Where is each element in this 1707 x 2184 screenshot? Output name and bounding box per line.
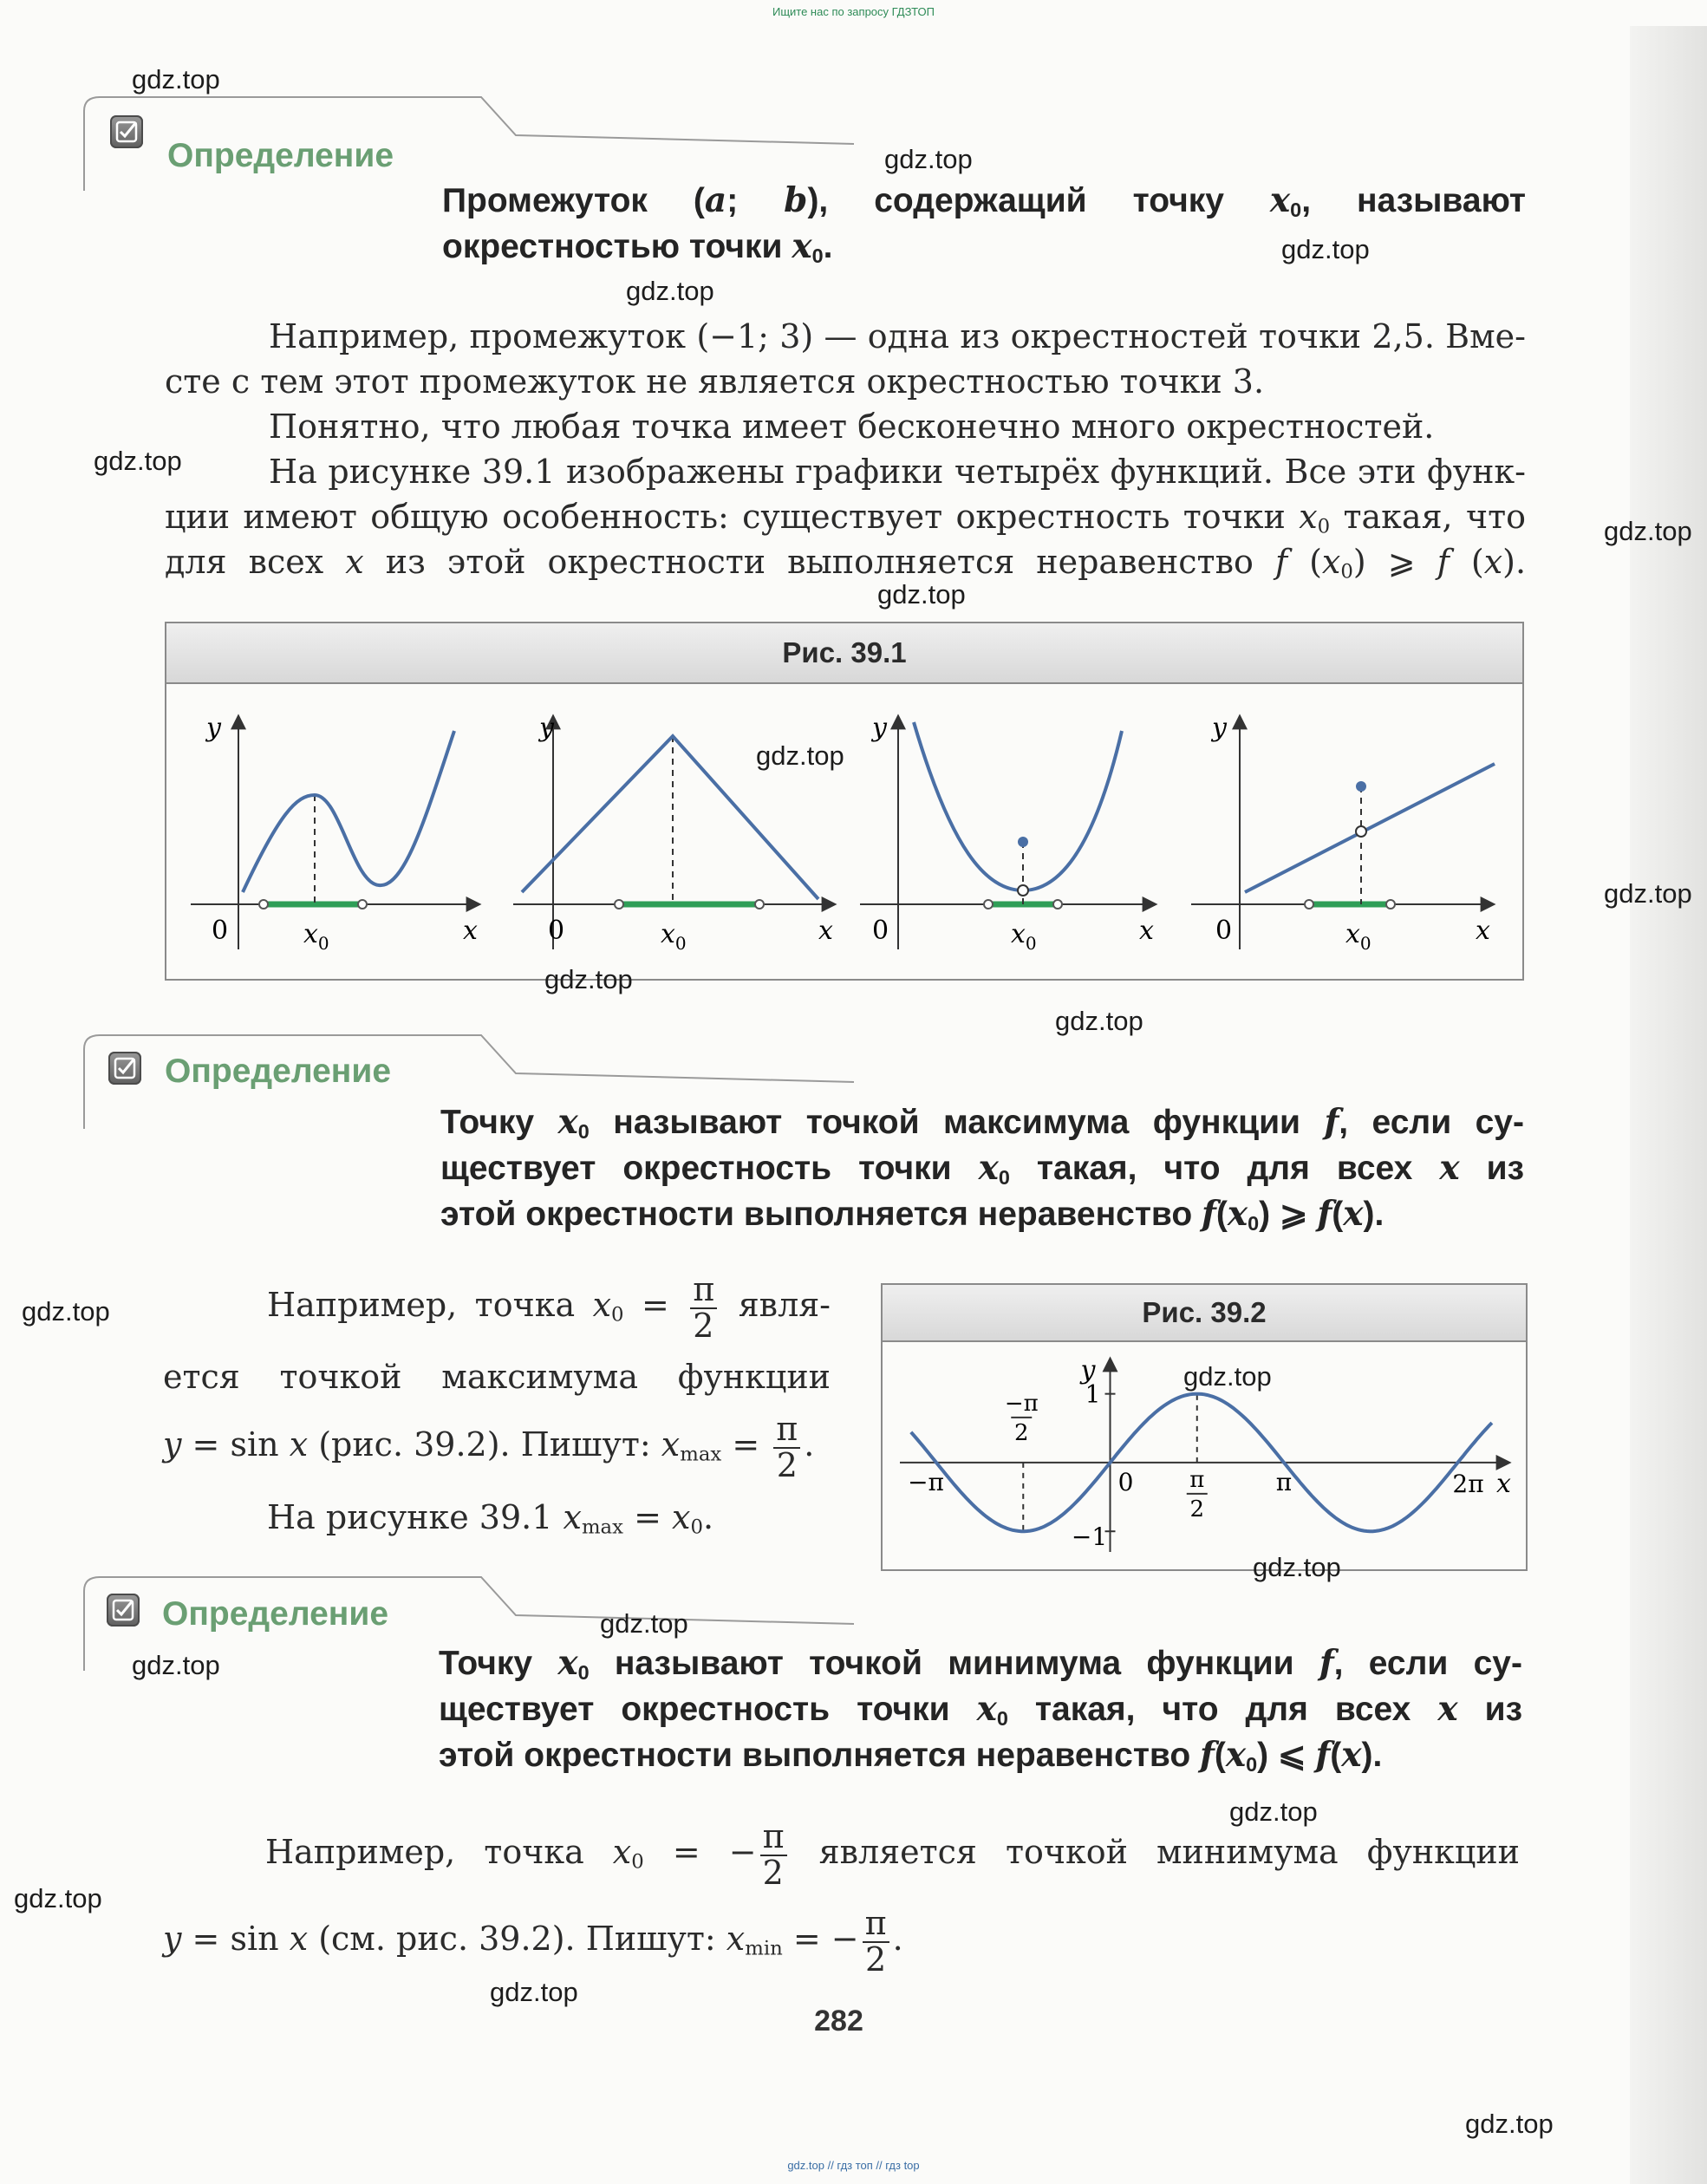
curve-local-max	[243, 731, 454, 892]
svg-text:2: 2	[1013, 1419, 1029, 1446]
svg-text:x: x	[818, 916, 833, 946]
curve-line	[1245, 764, 1495, 892]
svg-text:y: y	[1212, 713, 1227, 743]
watermark: gdz.top	[22, 1296, 110, 1327]
p1-line1: Например, промежуток (−1; 3) — одна из окрестностей точки 2,5. Вме-	[269, 317, 1526, 355]
checkmark-icon	[107, 1594, 140, 1627]
svg-text:y: y	[539, 713, 554, 743]
raised-point	[1356, 781, 1366, 792]
top-banner: Ищите нас по запросу ГДЗТОП	[772, 5, 935, 18]
figure-39-1-graphs	[166, 684, 1522, 979]
def2-line2: ществует окрестность точки $x_0$ такая, что для всех x из	[440, 1148, 1524, 1189]
p6-line1: Например, точка $x_0$ = − $\frac{\pi}{2}$ является точкой минимума функции	[265, 1816, 1520, 1892]
p4-line3: y = sin x (рис. 39.2). Пишут: $x_{max}$ = $\frac{\pi}{2}$ .	[163, 1410, 815, 1484]
p3-line3: для всех x из этой окрестности выполняется неравенство f $(x_0)$ ⩾ f (x).	[165, 543, 1527, 583]
y-axis-label: y	[1080, 1355, 1096, 1385]
watermark: gdz.top	[884, 144, 973, 174]
svg-text:x: x	[1476, 916, 1490, 946]
tick-label-pi: π	[1275, 1467, 1293, 1496]
paragraph-4	[163, 1271, 831, 1551]
x-axis-label: x	[1496, 1468, 1511, 1499]
p6-line2: y = sin x (см. рис. 39.2). Пишут: $x_{min}$ = − $\frac{\pi}{2}$ .	[163, 1903, 903, 1979]
watermark: gdz.top	[1465, 2109, 1554, 2139]
tick-label-y-1: 1	[1085, 1379, 1101, 1409]
y-axis-label: y	[206, 713, 221, 743]
watermark: gdz.top	[756, 740, 844, 771]
svg-text:0: 0	[872, 916, 889, 946]
watermark: gdz.top	[877, 579, 966, 610]
hollow-point	[1018, 885, 1028, 896]
bottom-banner: gdz.top // гдз топ // гдз top	[787, 2159, 920, 2172]
figure-39-2	[881, 1283, 1528, 1571]
definition-3-text	[439, 1640, 1522, 1778]
watermark: gdz.top	[132, 64, 220, 95]
curve-parabola	[914, 722, 1122, 890]
tick-label-2pi: 2π	[1452, 1469, 1484, 1498]
definition-title: Определение	[162, 1595, 389, 1633]
watermark: gdz.top	[14, 1883, 102, 1913]
watermark: gdz.top	[1604, 516, 1692, 546]
tick-label-zero: 0	[1117, 1467, 1134, 1496]
svg-text:y: y	[872, 713, 887, 743]
svg-text:2: 2	[1189, 1496, 1205, 1522]
watermark: gdz.top	[1055, 1006, 1143, 1036]
svg-text:0: 0	[1215, 916, 1233, 946]
def2-line3: этой окрестности выполняется неравенство $f(x_0)$ ⩾ f(x).	[440, 1194, 1384, 1235]
p4-line1: Например, точка $x_0$ = $\frac{\pi}{2}$ явля-	[267, 1269, 831, 1345]
watermark: gdz.top	[132, 1650, 220, 1680]
watermark: gdz.top	[1229, 1796, 1318, 1827]
definition-title: Определение	[165, 1053, 392, 1090]
watermark: gdz.top	[1253, 1552, 1341, 1582]
figure-39-2-caption: Рис. 39.2	[883, 1285, 1526, 1342]
p3-line2: ции имеют общую особенность: существует окрестность точки $x_0$ такая, что	[165, 498, 1526, 538]
watermark: gdz.top	[600, 1608, 688, 1639]
page-edge	[1630, 26, 1707, 2184]
hollow-point	[1356, 826, 1366, 837]
watermark: gdz.top	[544, 964, 633, 994]
tick-label-y-neg-1: −1	[1071, 1522, 1108, 1552]
origin-label: 0	[212, 916, 229, 946]
watermark: gdz.top	[626, 276, 714, 306]
watermark: gdz.top	[490, 1977, 578, 2007]
checkmark-icon	[110, 115, 143, 148]
x0-label: $x_0$	[303, 919, 329, 954]
figure-39-1	[165, 622, 1524, 981]
x-axis-label: x	[463, 916, 478, 946]
p4-line2: ется точкой максимума функции	[163, 1358, 831, 1397]
def1-line2: окрестностью точки $x_0$.	[442, 226, 833, 267]
graph-panel-3	[860, 713, 1155, 954]
paragraph-6	[163, 1809, 1520, 1982]
tick-label-neg-pi: −π	[908, 1467, 944, 1496]
def3-line3: этой окрестности выполняется неравенство $f(x_0)$ ⩽ f(x).	[439, 1735, 1383, 1776]
def2-line1: Точку $x_0$ называют точкой максимума функции f, если су-	[440, 1102, 1524, 1143]
watermark: gdz.top	[1183, 1361, 1272, 1392]
checkmark-icon	[108, 1052, 141, 1085]
svg-text:x: x	[1139, 916, 1154, 946]
definition-2-text	[440, 1099, 1524, 1237]
raised-point	[1018, 837, 1028, 847]
def3-line1: Точку $x_0$ называют точкой минимума функции f, если су-	[439, 1643, 1522, 1684]
definition-title: Определение	[167, 137, 394, 174]
paragraph-1	[165, 314, 1526, 584]
def1-line1: Промежуток (a; b), содержащий точку $x_0$, называют	[442, 180, 1526, 221]
p3-line1: На рисунке 39.1 изображены графики четырёх функций. Все эти функ-	[269, 453, 1526, 491]
watermark: gdz.top	[1281, 234, 1370, 264]
paragraph-2: Понятно, что любая точка имеет бесконечно много окрестностей.	[269, 407, 1435, 446]
figure-39-1-caption: Рис. 39.1	[166, 623, 1522, 684]
p1-line2: сте с тем этот промежуток не является окрестностью точки 3.	[165, 362, 1265, 401]
tick-label-neg-pi-2: −π	[1004, 1390, 1039, 1417]
svg-text:0: 0	[548, 916, 565, 946]
tick-label-pi-2: π	[1189, 1466, 1205, 1493]
page-number: 282	[814, 2005, 863, 2037]
paragraph-5: На рисунке 39.1 $x_{max} = x_0$.	[267, 1497, 714, 1539]
def3-line2: ществует окрестность точки $x_0$ такая, что для всех x из	[439, 1689, 1522, 1730]
watermark: gdz.top	[1604, 878, 1692, 909]
graph-panel-4	[1191, 713, 1495, 954]
watermark: gdz.top	[94, 446, 182, 476]
svg-text:x0: $x_0$	[661, 919, 687, 954]
graph-panel-1	[191, 713, 479, 954]
svg-text:x0: $x_0$	[1011, 919, 1037, 954]
svg-text:x0: $x_0$	[1345, 919, 1371, 954]
